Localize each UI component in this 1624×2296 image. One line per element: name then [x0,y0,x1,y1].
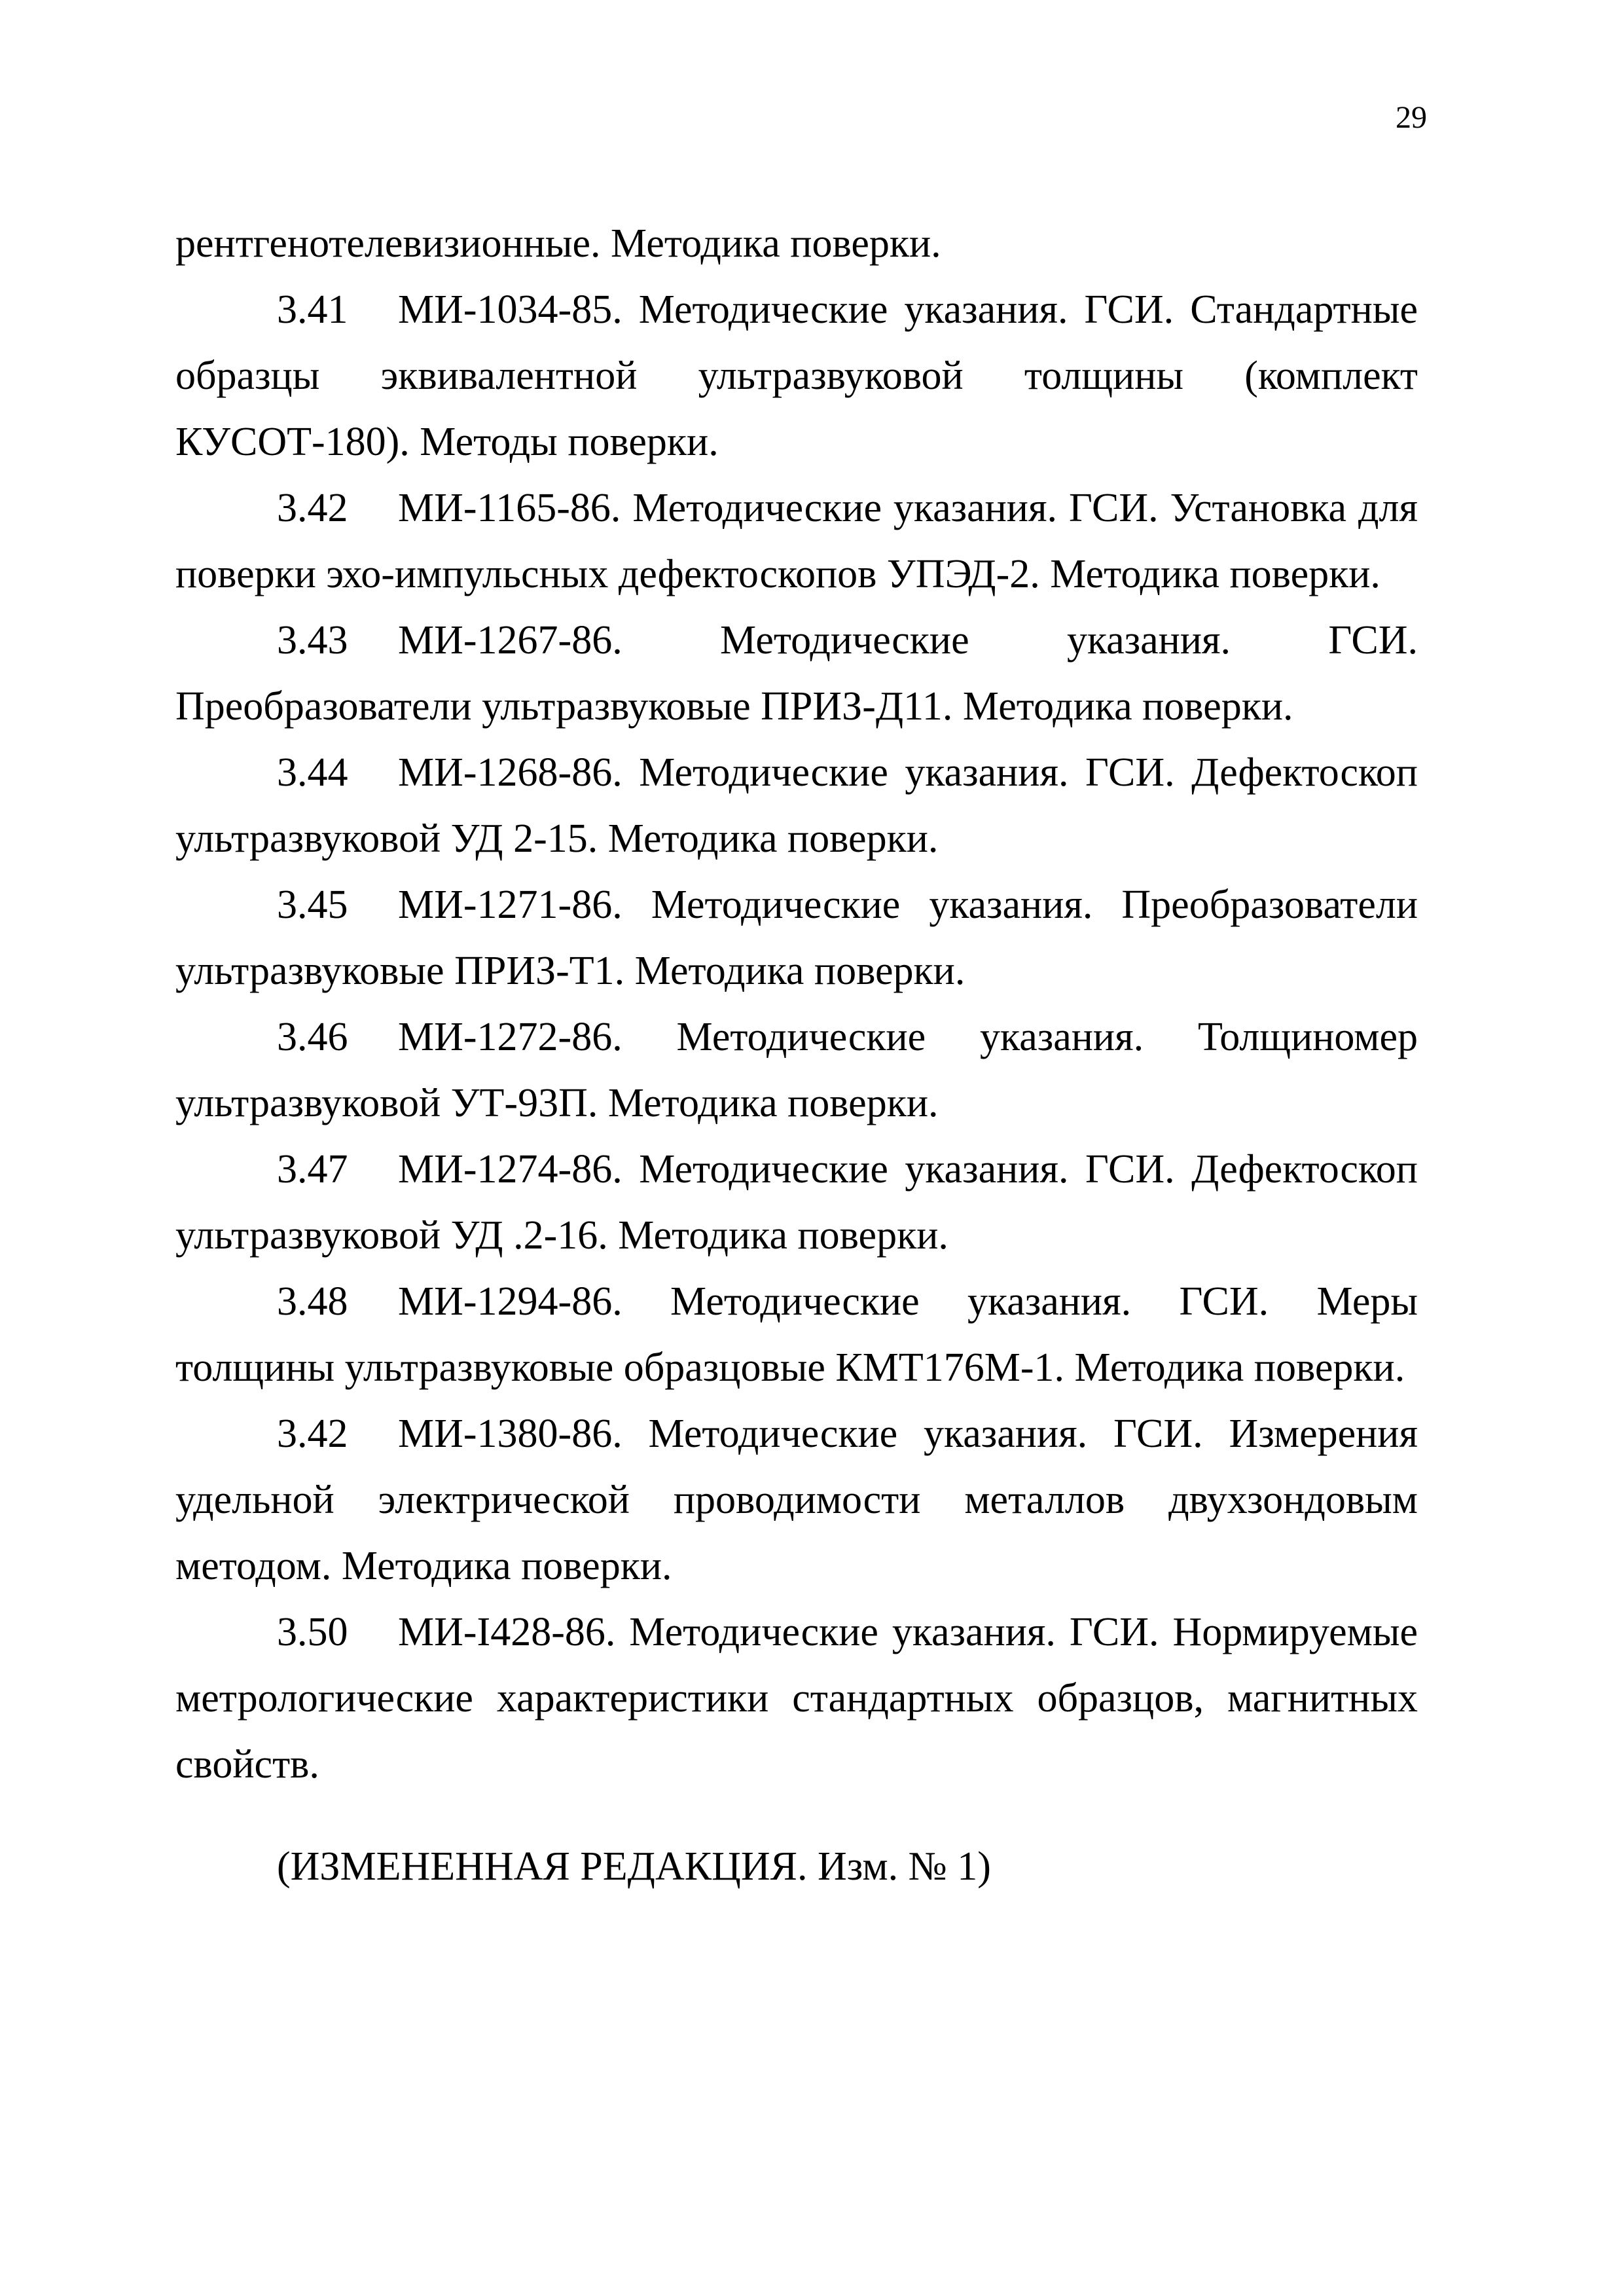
item-number: 3.45 [277,883,348,927]
list-item [175,740,1418,872]
list-item [175,872,1418,1004]
item-text: МИ-1034-85. Методические указания. ГСИ. Стандартные образцы эквивалентной ультразвуковой толщины (комплект КУСОТ-180). Методы поверки. [175,287,1418,464]
revision-note: (ИЗМЕНЕННАЯ РЕДАКЦИЯ. Изм. № 1) [277,1844,991,1889]
list-item [175,1599,1418,1798]
list-item [175,277,1418,475]
document-body [175,211,1418,1900]
list-item [175,475,1418,608]
item-number: 3.48 [277,1279,348,1324]
page-number: 29 [1396,100,1427,135]
item-number: 3.44 [277,750,348,795]
item-number: 3.50 [277,1610,348,1654]
item-number: 3.42 [277,1412,348,1456]
list-item [175,1137,1418,1269]
item-text: МИ-1380-86. Методические указания. ГСИ. Измерения удельной электрической проводимости металлов двухзондовым методом. Методика поверки. [175,1412,1418,1588]
item-text: МИ-I428-86. Методические указания. ГСИ. Нормируемые метрологические характеристики стандартных образцов, магнитных свойств. [175,1610,1418,1787]
list-item [175,1401,1418,1599]
list-item [175,608,1418,740]
item-number: 3.46 [277,1015,348,1059]
list-item [175,1269,1418,1401]
item-text: МИ-1268-86. Методические указания. ГСИ. Дефектоскоп ультразвуковой УД 2-15. Методика поверки. [175,750,1418,861]
item-text: МИ-1274-86. Методические указания. ГСИ. Дефектоскоп ультразвуковой УД .2-16. Методика поверки. [175,1147,1418,1258]
item-number: 3.43 [277,618,348,663]
item-text: МИ-1294-86. Методические указания. ГСИ. Меры толщины ультразвуковые образцовые КМТ176М-1. Методика поверки. [175,1279,1418,1390]
item-text: МИ-1165-86. Методические указания. ГСИ. Установка для поверки эхо-импульсных дефектоскопов УПЭД-2. Методика поверки. [175,486,1418,596]
item-text: МИ-1267-86. Методические указания. ГСИ. Преобразователи ультразвуковые ПРИЗ-Д11. Методика поверки. [175,618,1418,729]
item-number: 3.42 [277,486,348,530]
item-text: МИ-1271-86. Методические указания. Преобразователи ультразвуковые ПРИЗ-Т1. Методика поверки. [175,883,1418,993]
item-number: 3.41 [277,287,348,332]
item-text: МИ-1272-86. Методические указания. Толщиномер ультразвуковой УТ-93П. Методика поверки. [175,1015,1418,1125]
continuation-text: рентгенотелевизионные. Методика поверки. [175,221,941,266]
list-item [175,1004,1418,1137]
item-number: 3.47 [277,1147,348,1192]
